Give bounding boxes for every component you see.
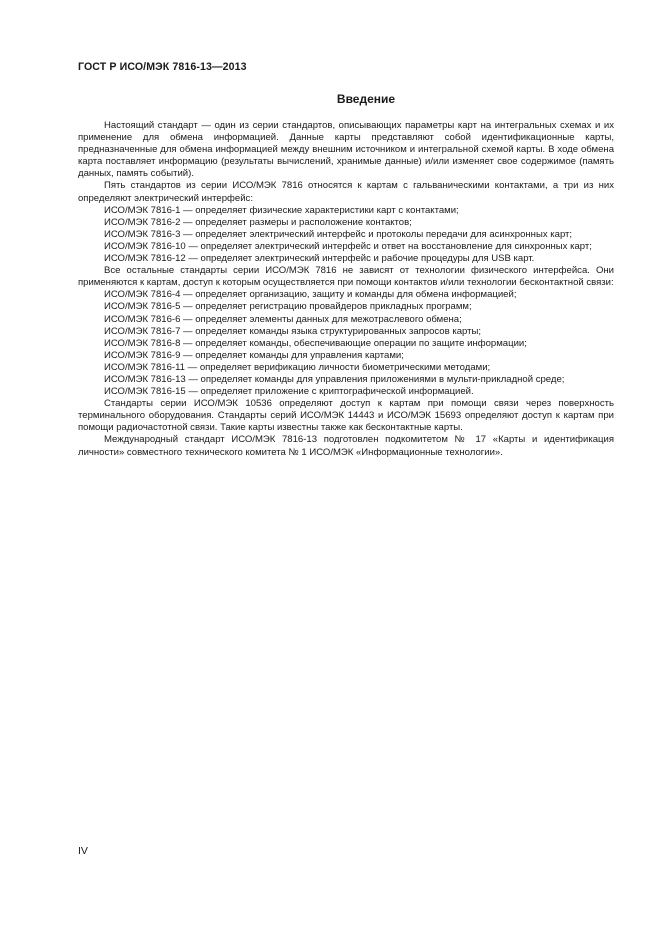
list-item: ИСО/МЭК 7816-13 — определяет команды для управления приложениями в мульти-прикладной среде; (104, 373, 565, 385)
list-item: ИСО/МЭК 7816-1 — определяет физические характеристики карт с контактами; (104, 204, 459, 216)
list-item: ИСО/МЭК 7816-12 — определяет электрический интерфейс и рабочие процедуры для USB карт. (104, 253, 535, 265)
list-item: ИСО/МЭК 7816-6 — определяет элементы данных для межотраслевого обмена; (104, 313, 462, 325)
section-title: Введение (336, 92, 396, 106)
list-item: ИСО/МЭК 7816-9 — определяет команды для управления картами; (104, 349, 404, 361)
paragraph: Настоящий стандарт — один из серии стандартов, описывающих параметры карт на интегральных схемах и их применение для обмена информацией. Данные карты представляют собой идентификационные карты, предназначенные для обмена информацией между внешним источником и интегральной схемой карты. В ходе обмена карта поставляет информацию (результаты вычислений, хранимые данные) и/или изменяет свое содержимое (память данных, память событий). (78, 120, 614, 180)
list-item: ИСО/МЭК 7816-10 — определяет электрический интерфейс и ответ на восстановление для синхронных карт; (104, 240, 592, 252)
paragraph: Все остальные стандарты серии ИСО/МЭК 7816 не зависят от технологии физического интерфейса. Они применяются к картам, доступ к которым осуществляется при помощи контактов и/или технологии бесконтактной связи: (78, 265, 614, 289)
page-number: IV (78, 845, 88, 857)
list-item: ИСО/МЭК 7816-8 — определяет команды, обеспечивающие операции по защите информации; (104, 337, 527, 349)
paragraph: Международный стандарт ИСО/МЭК 7816-13 подготовлен подкомитетом № 17 «Карты и идентификация личности» совместного технического комитета № 1 ИСО/МЭК «Информационные технологии». (78, 434, 614, 458)
list-item: ИСО/МЭК 7816-3 — определяет электрический интерфейс и протоколы передачи для асинхронных карт; (104, 228, 573, 240)
document-header: ГОСТ Р ИСО/МЭК 7816-13—2013 (78, 61, 247, 73)
paragraph: Пять стандартов из серии ИСО/МЭК 7816 относятся к картам с гальваническими контактами, а три из них определяют электрический интерфейс: (78, 180, 614, 204)
list-item: ИСО/МЭК 7816-15 — определяет приложение с криптографической информацией. (104, 386, 474, 398)
list-item: ИСО/МЭК 7816-2 — определяет размеры и расположение контактов; (104, 216, 412, 228)
list-item: ИСО/МЭК 7816-5 — определяет регистрацию провайдеров прикладных программ; (104, 301, 472, 313)
list-item: ИСО/МЭК 7816-4 — определяет организацию, защиту и команды для обмена информацией; (104, 289, 517, 301)
list-item: ИСО/МЭК 7816-7 — определяет команды языка структурированных запросов карты; (104, 325, 482, 337)
list-item: ИСО/МЭК 7816-11 — определяет верификацию личности биометрическими методами; (104, 361, 491, 373)
paragraph: Стандарты серии ИСО/МЭК 10536 определяют доступ к картам при помощи связи через поверхность терминального оборудования. Стандарты серий ИСО/МЭК 14443 и ИСО/МЭК 15693 определяют доступ к картам при помощи радиочастотной связи. Такие карты известны также как бесконтактные карты. (78, 398, 614, 434)
document-body (78, 120, 614, 459)
